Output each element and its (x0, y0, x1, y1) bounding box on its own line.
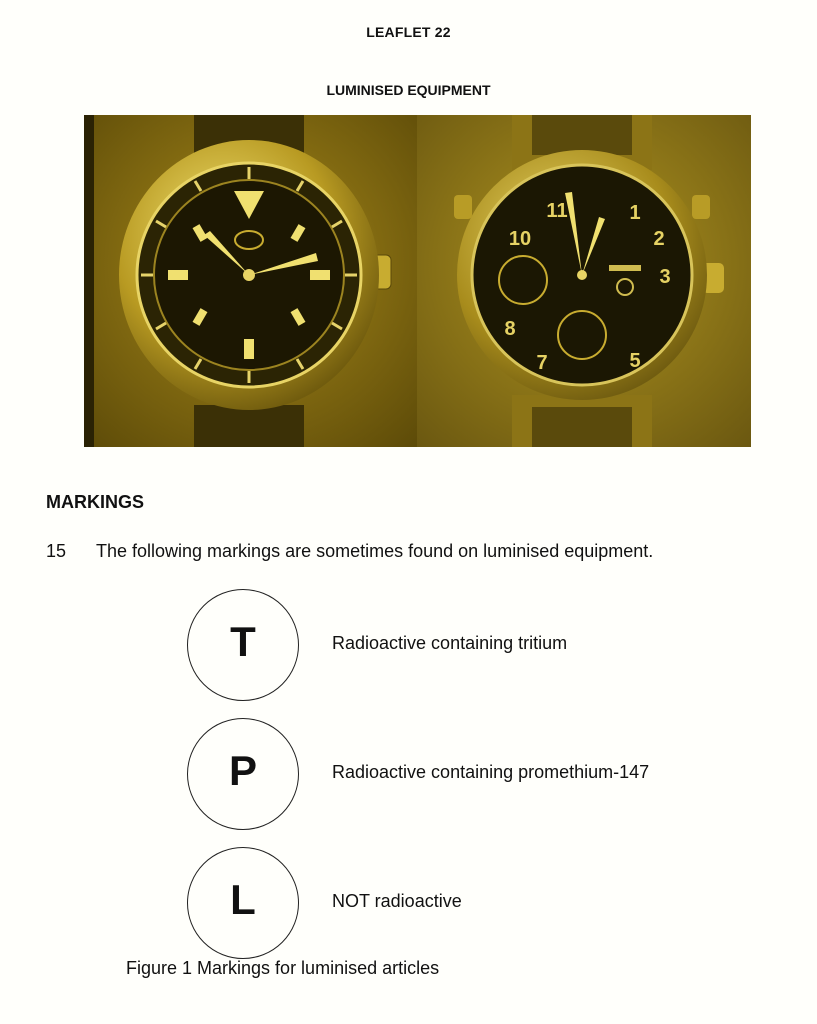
marking-symbol-l (187, 847, 299, 959)
svg-text:1: 1 (629, 202, 641, 224)
svg-text:11: 11 (546, 200, 568, 222)
figure-caption: Figure 1 Markings for luminised articles (126, 958, 440, 978)
svg-text:7: 7 (536, 352, 548, 374)
svg-text:8: 8 (504, 318, 516, 340)
marking-description-t: Radioactive containing tritium (332, 633, 568, 653)
marking-symbol-p (187, 718, 299, 830)
svg-text:5: 5 (629, 350, 641, 372)
leaflet-number: LEAFLET 22 (366, 24, 451, 40)
paragraph (46, 541, 653, 562)
page-title: LUMINISED EQUIPMENT (326, 82, 491, 98)
marking-symbol-t (187, 589, 299, 701)
diver-watch-image (84, 115, 417, 447)
chronograph-watch-photo (417, 115, 751, 447)
marking-description-l: NOT radioactive (332, 891, 462, 911)
svg-text:2: 2 (653, 228, 665, 250)
diver-watch-photo (84, 115, 417, 447)
paragraph-text: The following markings are sometimes found on luminised equipment. (96, 541, 654, 561)
marking-description-p: Radioactive containing promethium-147 (332, 762, 650, 782)
marking-letter: T (230, 618, 256, 665)
section-heading: MARKINGS (46, 492, 144, 512)
chronograph-watch-image (417, 115, 751, 447)
svg-text:3: 3 (659, 266, 671, 288)
paragraph-number: 15 (46, 541, 67, 561)
marking-letter: P (228, 747, 257, 794)
marking-letter: L (230, 876, 256, 923)
svg-text:10: 10 (508, 228, 532, 250)
